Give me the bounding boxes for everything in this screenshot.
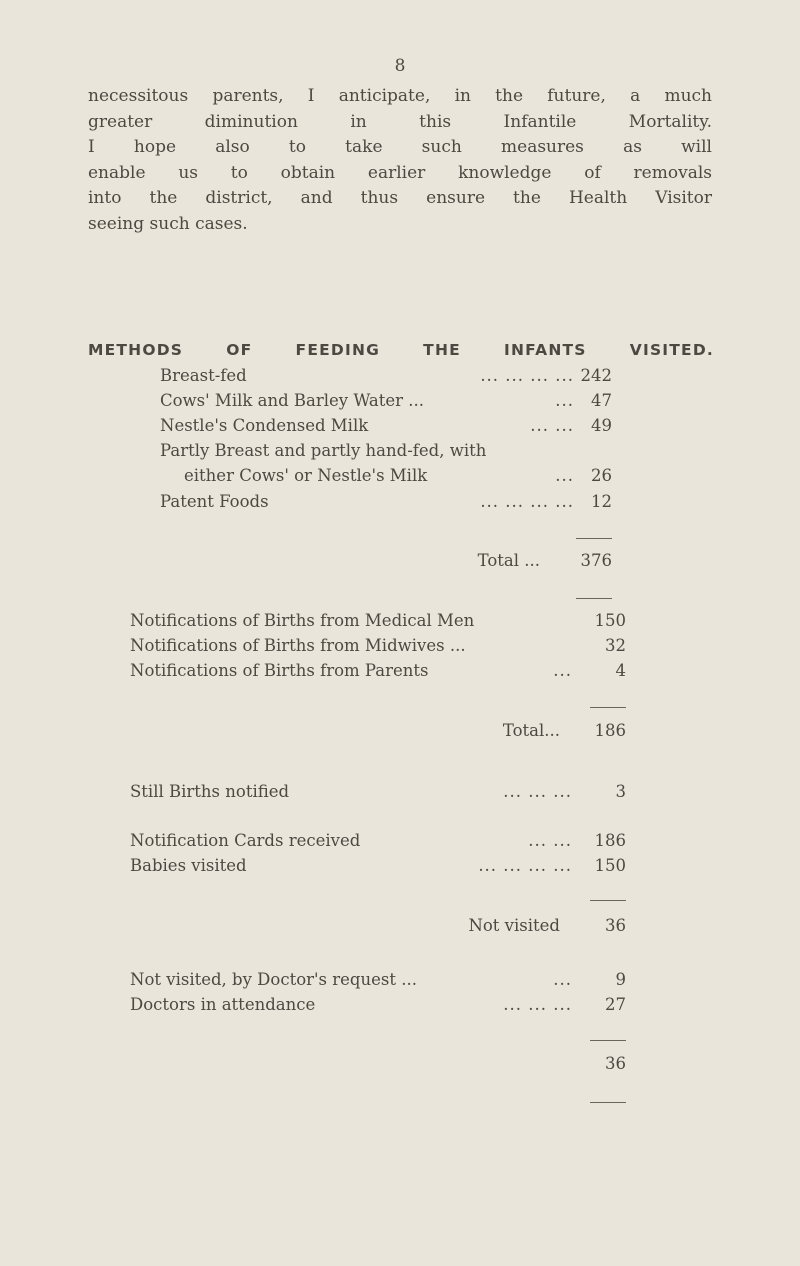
dot-leader: ... ... ... ... (480, 492, 574, 511)
table-row (0, 636, 800, 660)
table-row (0, 831, 800, 855)
table-row (0, 856, 800, 880)
row-label: Breast-fed (160, 366, 247, 385)
row-value: 49 (591, 416, 612, 435)
row-value: 36 (605, 1054, 626, 1073)
row-value: 9 (615, 970, 626, 989)
dot-leader: ... ... ... (503, 995, 572, 1014)
paragraph-line: necessitous parents, I anticipate, in the future, a much (88, 86, 712, 106)
row-value: 376 (580, 551, 612, 570)
dot-leader: ... ... (528, 831, 572, 850)
body-paragraph (88, 84, 712, 238)
row-value: 12 (591, 492, 612, 511)
paragraph-line: enable us to obtain earlier knowledge of removals (88, 162, 712, 183)
dot-leader: ... (553, 970, 572, 989)
row-label: Patent Foods (160, 492, 269, 511)
table-row (0, 970, 800, 994)
table-row (0, 466, 800, 490)
row-value: 3 (615, 782, 626, 801)
dot-leader: ... (555, 466, 574, 485)
table-row (0, 441, 800, 465)
paragraph-line: seeing such cases. (88, 213, 248, 234)
table-row (0, 492, 800, 516)
table-row (0, 611, 800, 635)
table-row (0, 391, 800, 415)
total-rule (590, 1102, 626, 1103)
dot-leader: ... (553, 661, 572, 680)
page-number: 8 (394, 56, 406, 76)
table-row (0, 366, 800, 390)
dot-leader: ... ... ... ... (480, 366, 574, 385)
table-row (0, 721, 800, 745)
row-label: Notification Cards received (130, 831, 361, 850)
row-label: Not visited (468, 916, 560, 935)
table-row (0, 1054, 800, 1078)
row-label: Total... (502, 721, 560, 740)
row-value: 32 (605, 636, 626, 655)
dot-leader: ... ... ... ... (478, 856, 572, 875)
row-label: Babies visited (130, 856, 247, 875)
row-value: 47 (591, 391, 612, 410)
table-row (0, 551, 800, 575)
row-value: 27 (605, 995, 626, 1014)
row-value: 186 (594, 721, 626, 740)
table-row (0, 782, 800, 806)
total-rule (590, 900, 626, 901)
dot-leader: ... (555, 391, 574, 410)
dot-leader: ... ... (530, 416, 574, 435)
row-value: 36 (605, 916, 626, 935)
row-label: Not visited, by Doctor's request ... (130, 970, 417, 989)
row-value: 242 (580, 366, 612, 385)
total-rule (590, 1040, 626, 1041)
paragraph-line: I hope also to take such measures as will (88, 137, 712, 158)
row-value: 150 (594, 611, 626, 630)
row-label: either Cows' or Nestle's Milk (184, 466, 428, 485)
row-label: Still Births notified (130, 782, 290, 801)
paragraph-line: into the district, and thus ensure the Health Visitor (88, 188, 712, 209)
row-value: 186 (594, 831, 626, 850)
row-label: Total ... (477, 551, 540, 570)
row-label: Notifications of Births from Medical Men (130, 611, 475, 630)
row-label: Notifications of Births from Midwives ... (130, 636, 466, 655)
total-rule (590, 707, 626, 708)
table-row (0, 995, 800, 1019)
row-value: 4 (615, 661, 626, 680)
row-label: Nestle's Condensed Milk (160, 416, 369, 435)
paragraph-line: greater diminution in this Infantile Mortality. (88, 111, 712, 132)
total-rule (576, 538, 612, 539)
row-value: 150 (594, 856, 626, 875)
section-heading: METHODS OF FEEDING THE INFANTS VISITED. (88, 341, 714, 359)
table-row (0, 916, 800, 940)
row-label: Partly Breast and partly hand-fed, with (160, 441, 487, 460)
total-rule (576, 598, 612, 599)
table-row (0, 416, 800, 440)
dot-leader: ... ... ... (503, 782, 572, 801)
row-label: Doctors in attendance (130, 995, 316, 1014)
row-value: 26 (591, 466, 612, 485)
table-row (0, 661, 800, 685)
row-label: Cows' Milk and Barley Water ... (160, 391, 424, 410)
row-label: Notifications of Births from Parents (130, 661, 429, 680)
